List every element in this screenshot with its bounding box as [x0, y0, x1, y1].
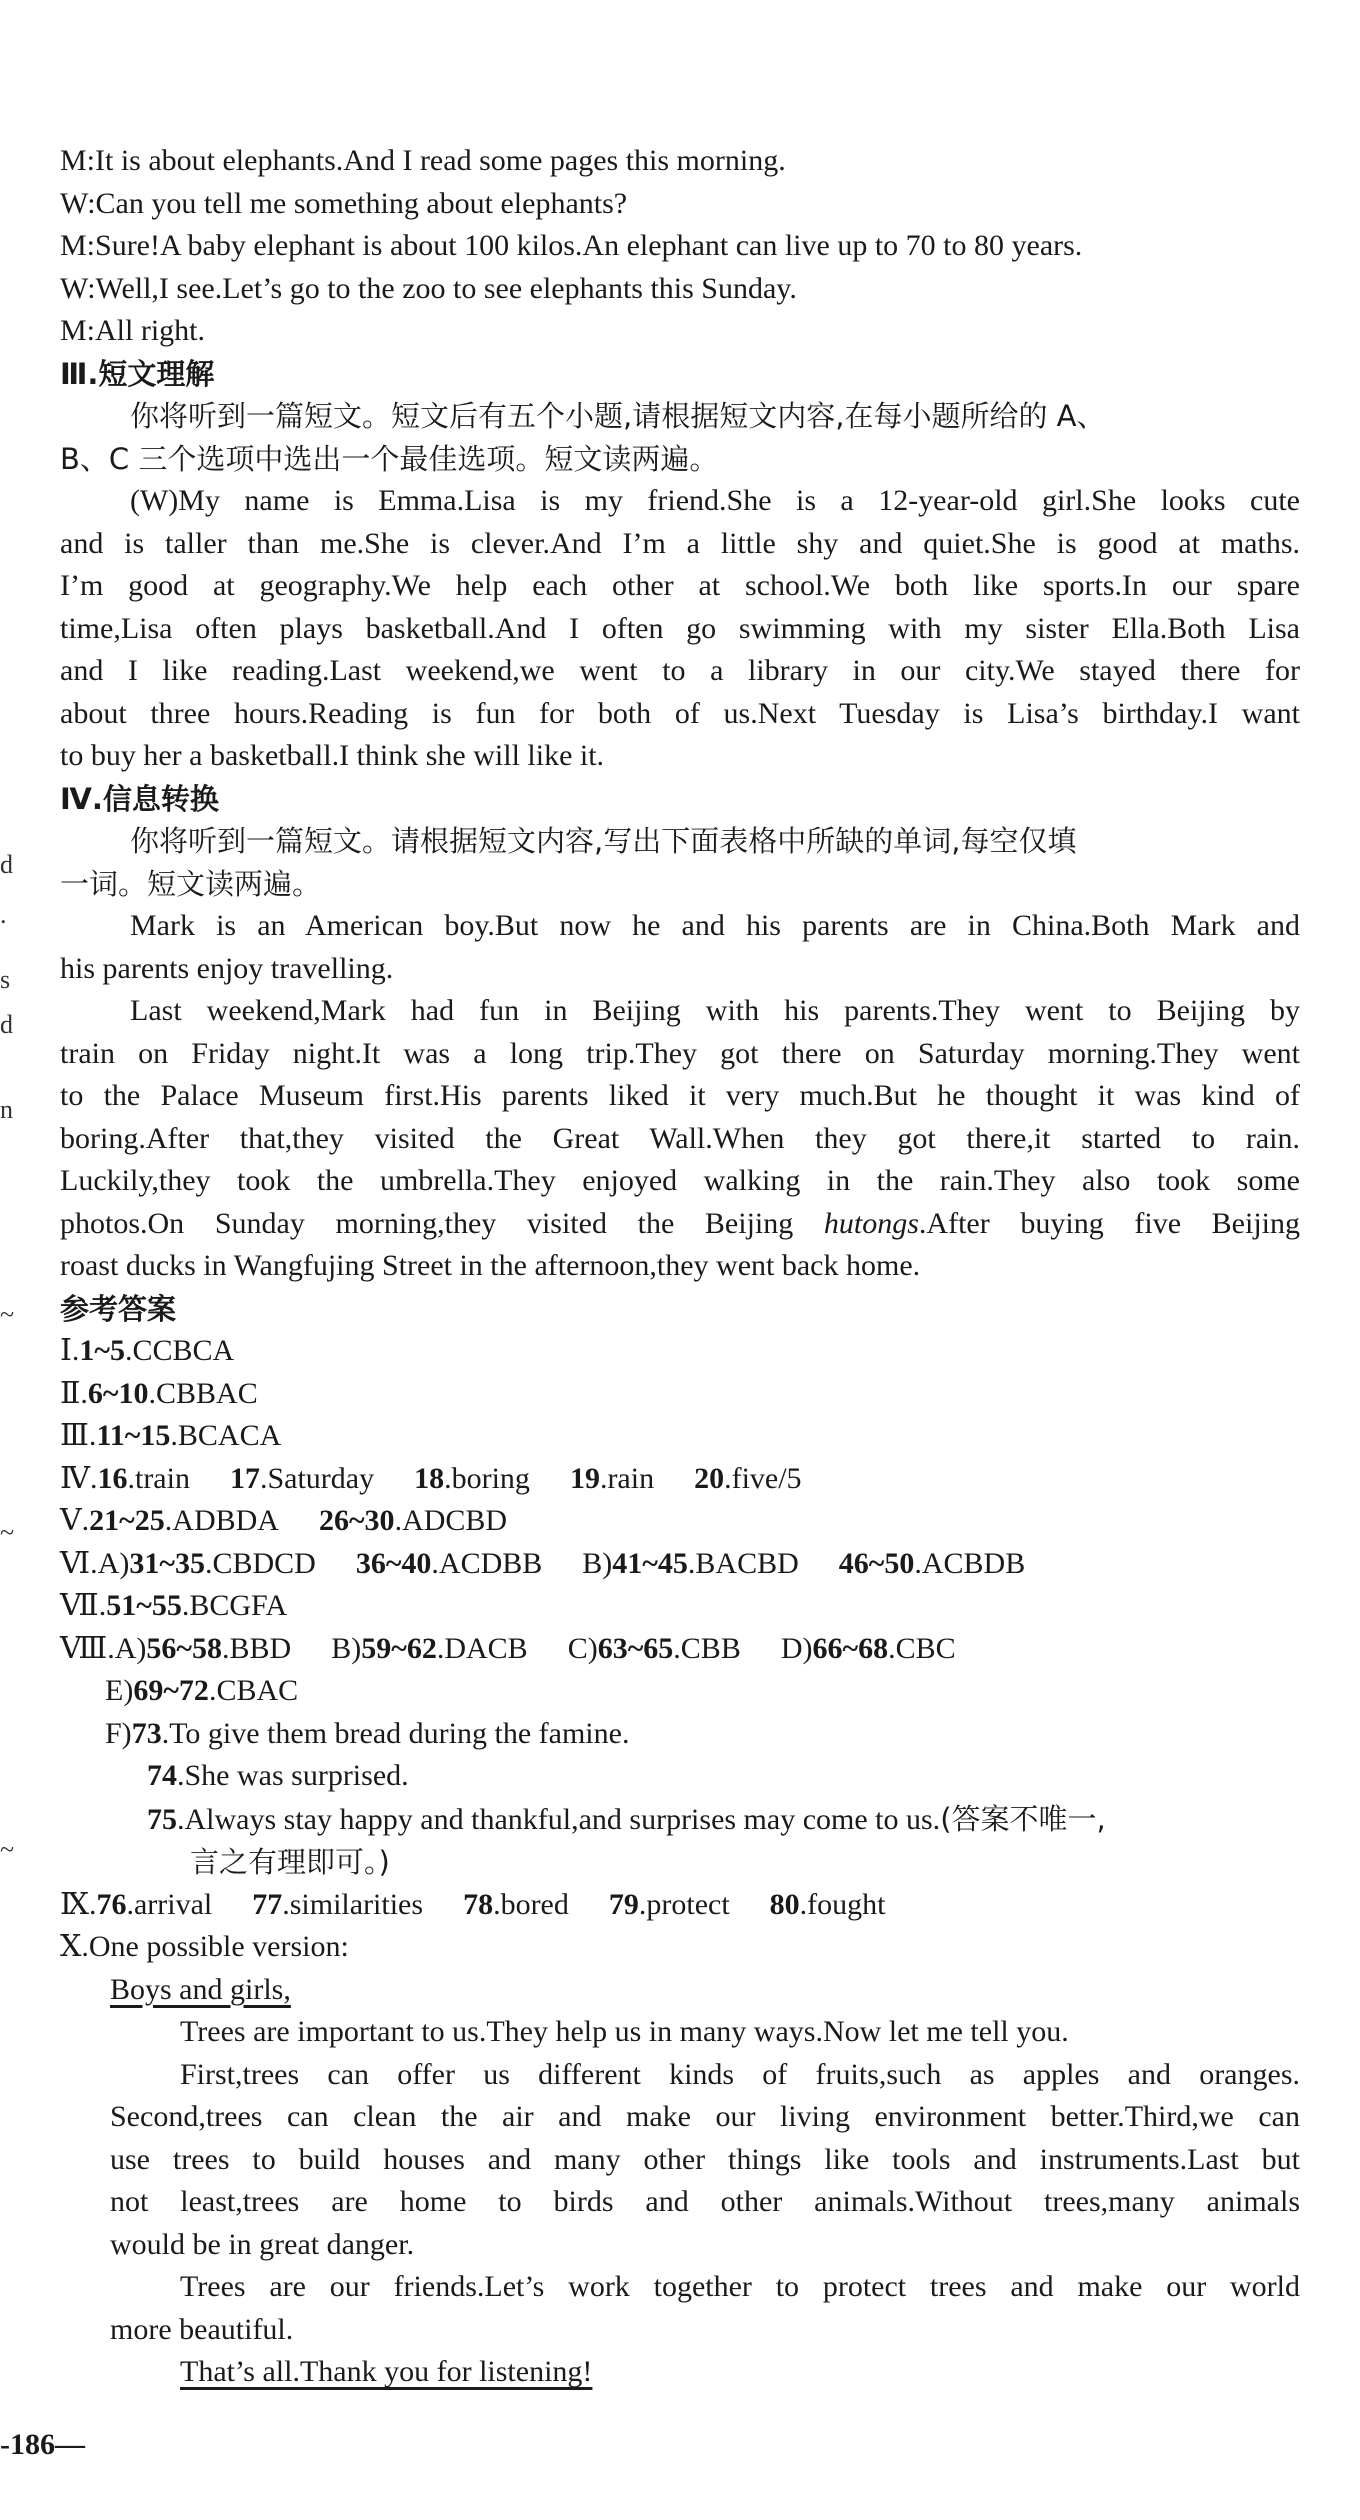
answer-row-10 [60, 1926, 1300, 1969]
part-label: E) [105, 1674, 134, 1707]
range: 69~72 [133, 1674, 209, 1707]
passage-line [60, 1203, 1300, 1246]
part-label: F) [105, 1716, 132, 1750]
passage-line: Last weekend,Mark had fun in Beijing with his parents.They went to Beijing by [130, 994, 1300, 1027]
answer: .BBD [222, 1631, 292, 1665]
range: 31~35 [129, 1546, 205, 1580]
answer: .ADCBD [394, 1504, 508, 1537]
roman-numeral: Ⅸ. [60, 1887, 97, 1921]
part-label: B) [582, 1546, 613, 1580]
item-number: 75 [147, 1802, 177, 1836]
answer: .rain [599, 1461, 655, 1495]
essay-line: First,trees can offer us different kinds of fruits,such as apples and oranges. [180, 2057, 1300, 2091]
answers-heading: 参考答案 [60, 1291, 177, 1326]
range: 36~40 [355, 1546, 432, 1580]
answer-row-1 [60, 1330, 1300, 1373]
passage-line: roast ducks in Wangfujing Street in the afternoon,they went back home. [60, 1249, 921, 1282]
edge-mark: d [0, 850, 13, 879]
dialogue-line: M:All right. [60, 314, 206, 347]
passage-line: his parents enjoy travelling. [60, 951, 394, 985]
dialogue-line: M:Sure!A baby elephant is about 100 kilos.An elephant can live up to 70 to 80 years. [60, 229, 1083, 262]
answer: .protect [638, 1887, 730, 1921]
roman-numeral: Ⅳ. [60, 1461, 98, 1495]
item-number: 19 [569, 1461, 600, 1495]
answer-row-8 [60, 1628, 1300, 1671]
range: 63~65 [597, 1631, 674, 1665]
edge-mark: ~ [0, 1300, 15, 1329]
page-number: -186— [0, 2428, 85, 2461]
roman-numeral: Ⅱ. [60, 1376, 88, 1410]
passage-italic: hutongs [823, 1206, 919, 1240]
range: 21~25 [89, 1504, 165, 1537]
answer: .ACBDB [914, 1546, 1026, 1580]
part-label: C) [567, 1631, 598, 1665]
edge-mark: . [0, 900, 7, 929]
edge-mark: ~ [0, 1518, 15, 1547]
passage-line: train on Friday night.It was a long trip.They got there on Saturday morning.They went [60, 1036, 1300, 1070]
passage-line: (W)My name is Emma.Lisa is my friend.She is a 12-year-old girl.She looks cute [130, 484, 1300, 517]
range: 11~15 [96, 1419, 171, 1452]
answer-row-74 [60, 1755, 1300, 1798]
item-number: 18 [414, 1461, 445, 1495]
answer: .Saturday [259, 1461, 375, 1495]
roman-numeral: Ⅷ. [60, 1631, 115, 1665]
answer: .arrival [126, 1887, 213, 1921]
passage-text: photos.On Sunday morning,they visited the Beijing [60, 1206, 824, 1240]
range: 66~68 [812, 1631, 889, 1665]
answer: .similarities [282, 1887, 424, 1921]
essay-greeting: Boys and girls, [110, 1972, 291, 2006]
answer-row-2 [60, 1373, 1300, 1416]
answer-row-5 [60, 1500, 1300, 1543]
item-number: 77 [252, 1887, 283, 1921]
item-number: 74 [147, 1759, 177, 1792]
answer: .ACDBB [431, 1546, 543, 1580]
dialogue-line: W:Can you tell me something about elephants? [60, 186, 628, 220]
roman-numeral: Ⅵ. [60, 1546, 98, 1580]
answer: .BCGFA [181, 1589, 288, 1622]
instruction-line: B、C 三个选项中选出一个最佳选项。短文读两遍。 [60, 441, 719, 476]
part-label: B) [331, 1631, 362, 1665]
essay-line: Second,trees can clean the air and make our living environment better.Third,we can [110, 2100, 1300, 2133]
essay-line: Trees are important to us.They help us in many ways.Now let me tell you. [180, 2015, 1069, 2048]
passage-line: about three hours.Reading is fun for both of us.Next Tuesday is Lisa’s birthday.I want [60, 696, 1300, 730]
dialogue-line: W:Well,I see.Let’s go to the zoo to see elephants this Sunday. [60, 271, 797, 305]
essay-line: more beautiful. [110, 2312, 294, 2346]
answer: .CBAC [208, 1674, 299, 1707]
essay-line: Trees are our friends.Let’s work together to protect trees and make our world [180, 2270, 1300, 2303]
answer-row-75 [60, 1798, 1300, 1842]
section-heading-4: Ⅳ.信息转换 [60, 781, 219, 816]
passage-line: Mark is an American boy.But now he and his parents are in China.Both Mark and [130, 909, 1300, 942]
answer: .train [127, 1461, 190, 1495]
part-label: A) [97, 1546, 130, 1580]
range: 1~5 [79, 1334, 125, 1367]
roman-numeral: Ⅴ. [60, 1504, 90, 1537]
answer: .CBDCD [204, 1546, 316, 1580]
item-number: 73 [131, 1716, 162, 1750]
answer: .five/5 [724, 1461, 802, 1495]
item-number: 76 [96, 1887, 127, 1921]
essay-line: would be in great danger. [110, 2227, 415, 2261]
roman-numeral: Ⅶ. [60, 1589, 107, 1622]
answer: .CCBCA [124, 1334, 235, 1367]
answer: .DACB [436, 1631, 528, 1665]
roman-numeral: Ⅹ. [60, 1930, 89, 1963]
passage-text: .After buying five Beijing [918, 1206, 1300, 1240]
answer: .CBB [673, 1631, 741, 1665]
passage-line: boring.After that,they visited the Great Wall.When they got there,it started to rain. [60, 1121, 1300, 1155]
answer-row-6 [60, 1543, 1300, 1586]
answer: .CBBAC [148, 1376, 258, 1410]
instruction-line: 你将听到一篇短文。请根据短文内容,写出下面表格中所缺的单词,每空仅填 [130, 824, 1077, 858]
essay-line: use trees to build houses and many other things like tools and instruments.Last but [110, 2142, 1300, 2176]
answer: .To give them bread during the famine. [161, 1716, 630, 1750]
dialogue-line: M:It is about elephants.And I read some pages this morning. [60, 144, 786, 177]
passage-line: and is taller than me.She is clever.And I’m a little shy and quiet.She is good at maths. [60, 526, 1300, 560]
page-content [60, 140, 1300, 2394]
note-line: 言之有理即可。) [190, 1845, 390, 1879]
edge-mark: ~ [0, 1835, 15, 1864]
edge-mark: d [0, 1010, 13, 1039]
part-label: D) [780, 1631, 813, 1665]
item-number: 20 [694, 1461, 725, 1495]
answer-row-7 [60, 1585, 1300, 1628]
answer: .boring [444, 1461, 530, 1495]
roman-numeral: Ⅲ. [60, 1419, 97, 1452]
answer-row-8f [60, 1713, 1300, 1756]
passage-line: to buy her a basketball.I think she will like it. [60, 739, 605, 772]
answer-row-3 [60, 1415, 1300, 1458]
item-number: 78 [463, 1887, 494, 1921]
answer: .CBC [888, 1631, 956, 1665]
answer: .bored [493, 1887, 569, 1921]
range: 46~50 [838, 1546, 915, 1580]
item-number: 79 [608, 1887, 639, 1921]
instruction-line: 你将听到一篇短文。短文后有五个小题,请根据短文内容,在每小题所给的 A、 [130, 399, 1106, 433]
passage-line: time,Lisa often plays basketball.And I often go swimming with my sister Ella.Both Lisa [60, 611, 1300, 645]
range: 51~55 [106, 1589, 182, 1622]
passage-line: Luckily,they took the umbrella.They enjoyed walking in the rain.They also took some [60, 1164, 1300, 1197]
edge-mark: s [0, 965, 11, 994]
passage-line: I’m good at geography.We help each other at school.We both like sports.In our spare [60, 569, 1300, 602]
instruction-line: 一词。短文读两遍。 [60, 866, 322, 901]
answer: .fought [799, 1887, 886, 1921]
passage-line: and I like reading.Last weekend,we went to a library in our city.We stayed there for [60, 654, 1300, 687]
answer: .Always stay happy and thankful,and surprises may come to us. [177, 1802, 941, 1836]
answer-row-4 [60, 1458, 1300, 1501]
item-number: 80 [769, 1887, 800, 1921]
answer: .BCACA [170, 1419, 282, 1452]
edge-mark: n [0, 1095, 13, 1124]
section-heading-3: Ⅲ.短文理解 [60, 356, 215, 391]
essay-line: not least,trees are home to birds and other animals.Without trees,many animals [110, 2185, 1300, 2218]
range: 41~45 [612, 1546, 688, 1580]
answer: One possible version: [88, 1930, 349, 1963]
answer-row-8e [60, 1670, 1300, 1713]
range: 59~62 [361, 1631, 437, 1665]
range: 56~58 [146, 1631, 223, 1665]
range: 6~10 [87, 1376, 149, 1410]
roman-numeral: Ⅰ. [60, 1334, 80, 1367]
essay-closing: That’s all.Thank you for listening! [180, 2355, 593, 2388]
item-number: 17 [229, 1461, 260, 1495]
item-number: 16 [97, 1461, 128, 1495]
range: 26~30 [318, 1504, 395, 1537]
answer-row-9 [60, 1884, 1300, 1927]
part-label: A) [114, 1631, 147, 1665]
answer: .She was surprised. [177, 1759, 409, 1792]
note: (答案不唯一, [940, 1801, 1106, 1836]
passage-line: to the Palace Museum first.His parents liked it very much.But he thought it was kind of [60, 1079, 1300, 1112]
answer: .ADBDA [164, 1504, 279, 1537]
answer: .BACBD [687, 1546, 799, 1580]
